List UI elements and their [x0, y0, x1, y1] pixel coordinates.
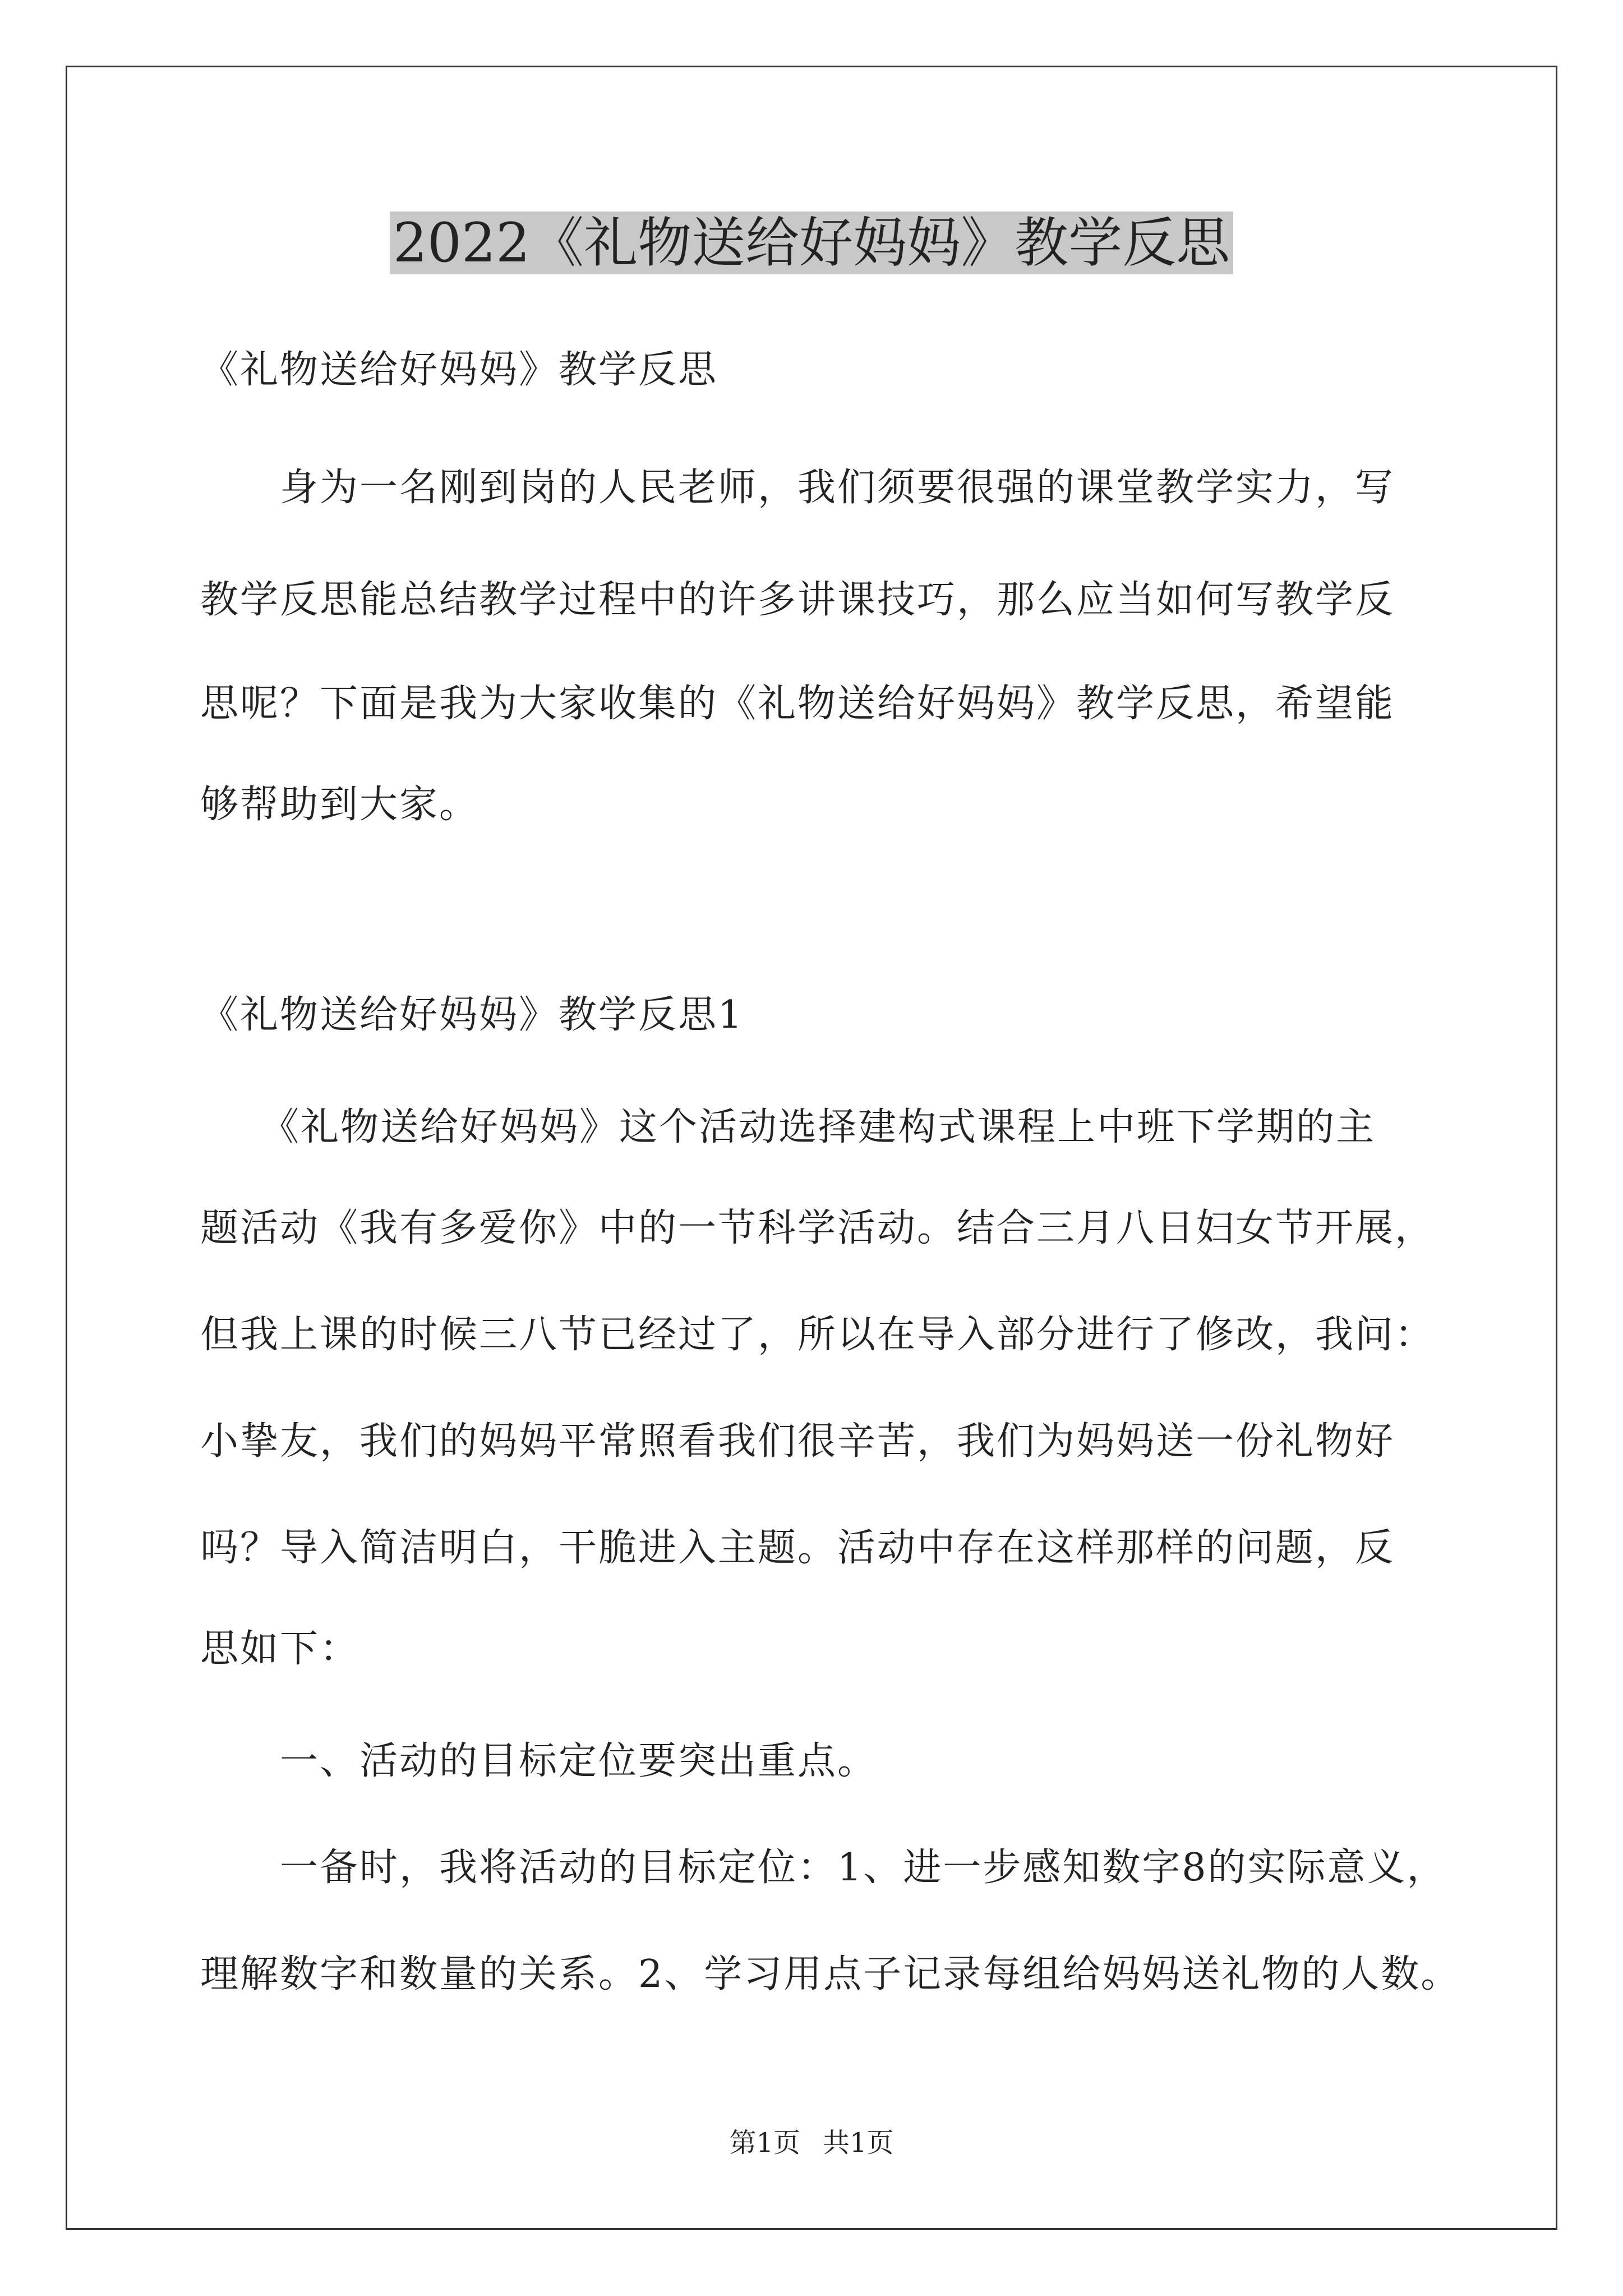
- intro-line: 够帮助到大家。: [200, 783, 479, 827]
- subtitle: 《礼物送给好妈妈》教学反思: [200, 348, 718, 392]
- section-heading: 《礼物送给好妈妈》教学反思1: [200, 993, 744, 1037]
- document-title: [0, 206, 1623, 279]
- section-line: 《礼物送给好妈妈》这个活动选择建构式课程上中班下学期的主: [200, 1105, 1376, 1149]
- intro-line: 身为一名刚到岗的人民老师，我们须要很强的课堂教学实力，写: [200, 466, 1395, 510]
- section-line: 吗？导入简洁明白，干脆进入主题。活动中存在这样那样的问题，反: [200, 1526, 1395, 1570]
- page-number: 第1页: [729, 2127, 800, 2159]
- section-line: 题活动《我有多爱你》中的一节科学活动。结合三月八日妇女节开展，: [200, 1206, 1435, 1250]
- page-footer: [0, 2126, 1623, 2160]
- intro-line: 思呢？下面是我为大家收集的《礼物送给好妈妈》教学反思，希望能: [200, 682, 1395, 726]
- section-line: 但我上课的时候三八节已经过了，所以在导入部分进行了修改，我问：: [200, 1313, 1435, 1357]
- section-line: 思如下：: [200, 1627, 360, 1671]
- page-total: 共1页: [823, 2127, 894, 2159]
- point-line: 理解数字和数量的关系。2、学习用点子记录每组给妈妈送礼物的人数。: [200, 1952, 1461, 1996]
- point-line: 一备时，我将活动的目标定位：1、进一步感知数字8的实际意义，: [200, 1846, 1447, 1890]
- document-title-text: 2022《礼物送给好妈妈》教学反思: [390, 211, 1233, 274]
- point-heading: 一、活动的目标定位要突出重点。: [200, 1739, 878, 1783]
- intro-line: 教学反思能总结教学过程中的许多讲课技巧，那么应当如何写教学反: [200, 578, 1395, 622]
- section-line: 小挚友，我们的妈妈平常照看我们很辛苦，我们为妈妈送一份礼物好: [200, 1419, 1395, 1464]
